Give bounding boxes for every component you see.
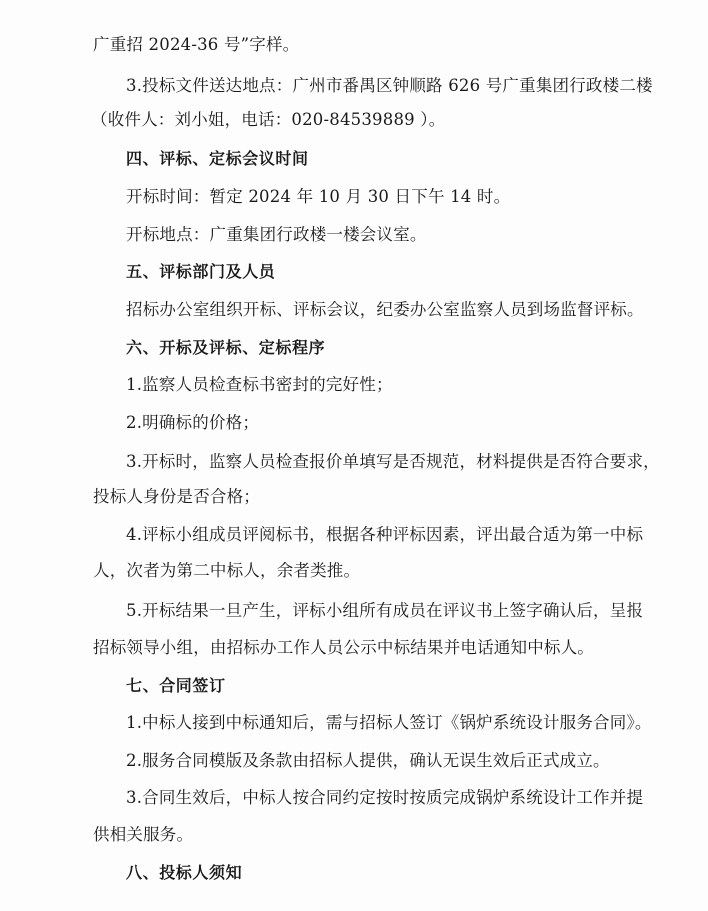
section-heading: 四、评标、定标会议时间 bbox=[126, 149, 309, 168]
text-line: 2.明确标的价格； bbox=[126, 413, 260, 432]
text-line: 3.投标文件送达地点：广州市番禺区钟顺路 626 号广重集团行政楼二楼 bbox=[126, 76, 653, 95]
text-line: 2.服务合同模版及条款由招标人提供，确认无误生效后正式成立。 bbox=[126, 751, 610, 770]
text-line: 投标人身份是否合格； bbox=[93, 487, 260, 506]
text-line: 开标时间：暂定 2024 年 10 月 30 日下午 14 时。 bbox=[126, 187, 511, 206]
text-line: 人，次者为第二中标人，余者类推。 bbox=[93, 561, 361, 580]
text-line: 招标办公室组织开标、评标会议，纪委办公室监察人员到场监督评标。 bbox=[126, 300, 644, 319]
text-line: 5.开标结果一旦产生，评标小组所有成员在评议书上签字确认后，呈报 bbox=[126, 601, 644, 620]
text-line: （收件人：刘小姐，电话：020-84539889 ）。 bbox=[91, 110, 446, 129]
text-line: 3.开标时，监察人员检查报价单填写是否规范，材料提供是否符合要求， bbox=[126, 452, 660, 471]
section-heading: 七、合同签订 bbox=[126, 676, 226, 695]
text-line: 广重招 2024-36 号”字样。 bbox=[93, 35, 300, 54]
text-line: 1.监察人员检查标书密封的完好性； bbox=[126, 375, 393, 394]
text-line: 1.中标人接到中标通知后，需与招标人签订《锅炉系统设计服务合同》。 bbox=[126, 713, 652, 732]
text-line: 3.合同生效后，中标人按合同约定按时按质完成锅炉系统设计工作并提 bbox=[126, 788, 644, 807]
text-line: 4.评标小组成员评阅标书，根据各种评标因素，评出最合适为第一中标 bbox=[126, 525, 644, 544]
section-heading: 八、投标人须知 bbox=[126, 863, 243, 882]
text-line: 开标地点：广重集团行政楼一楼会议室。 bbox=[126, 225, 427, 244]
text-line: 招标领导小组，由招标办工作人员公示中标结果并电话通知中标人。 bbox=[93, 638, 594, 657]
section-heading: 五、评标部门及人员 bbox=[126, 262, 276, 281]
section-heading: 六、开标及评标、定标程序 bbox=[126, 338, 326, 357]
text-line: 供相关服务。 bbox=[93, 825, 194, 844]
